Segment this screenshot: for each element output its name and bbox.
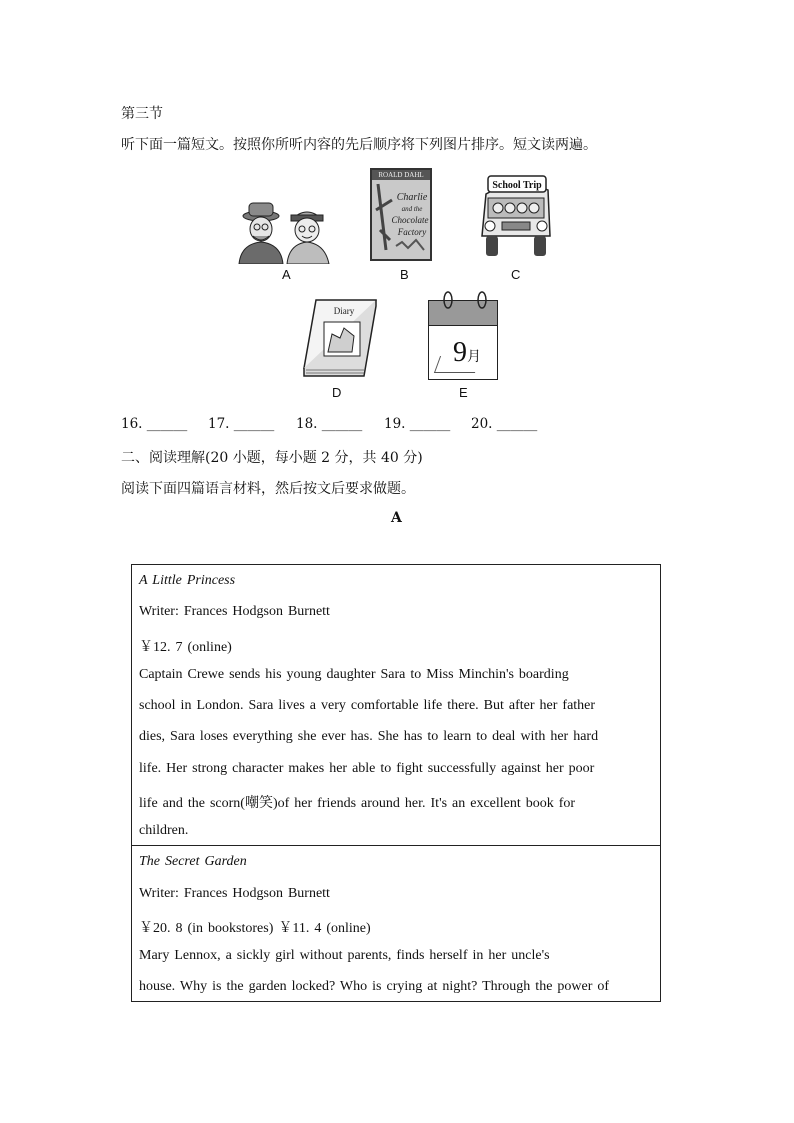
book-1-title: A Little Princess xyxy=(139,573,236,588)
part-two-title: 二、阅读理解(20 小题，每小题 2 分，共 40 分) xyxy=(121,450,423,466)
book-1-writer: Writer: Frances Hodgson Burnett xyxy=(139,604,330,619)
book-cover-title-line: Factory xyxy=(397,227,427,237)
answer-blank-18[interactable]: 18. ______ xyxy=(296,416,363,432)
section-title: 第三节 xyxy=(121,106,163,122)
book-1-text-line: children. xyxy=(139,823,189,838)
answer-blank-19[interactable]: 19. ______ xyxy=(384,416,451,432)
picture-b-label: B xyxy=(400,267,409,282)
book-2-price: ￥20. 8 (in bookstores) ￥11. 4 (online) xyxy=(139,921,371,936)
picture-b-book-cover xyxy=(370,168,432,261)
bus-sign-text: School Trip xyxy=(492,180,542,191)
book-cover-title-line: Charlie xyxy=(396,192,428,203)
diary-cover-text: Diary xyxy=(333,306,355,316)
picture-d-label: D xyxy=(332,385,342,400)
answer-blank-17[interactable]: 17. ______ xyxy=(208,416,275,432)
picture-a-label: A xyxy=(282,267,291,282)
book-cover-author: ROALD DAHL xyxy=(372,170,430,180)
picture-c-label: C xyxy=(511,267,521,282)
book-cover-illustration xyxy=(372,180,430,259)
book-cover-title-line: Chocolate xyxy=(391,215,429,225)
book-cover-title-line: and the xyxy=(401,205,423,213)
book-2-text-line: Mary Lennox, a sickly girl without parents, finds herself in her uncle's xyxy=(139,948,550,963)
picture-c-school-bus xyxy=(474,172,558,262)
answer-blank-16[interactable]: 16. ______ xyxy=(121,416,188,432)
answer-blank-20[interactable]: 20. ______ xyxy=(471,416,538,432)
calendar-day: 9 xyxy=(453,337,467,368)
book-divider xyxy=(132,845,660,846)
book-passage-box xyxy=(131,564,661,1002)
picture-e-label: E xyxy=(459,385,468,400)
part-two-instruction: 阅读下面四篇语言材料，然后按文后要求做题。 xyxy=(121,481,415,497)
picture-e-calendar xyxy=(428,300,498,380)
book-1-text-line: life and the scorn(嘲笑)of her friends around her. It's an excellent book for xyxy=(139,796,576,811)
book-2-text-line: house. Why is the garden locked? Who is crying at night? Through the power of xyxy=(139,979,610,994)
book-1-text-line: school in London. Sara lives a very comfortable life there. But after her father xyxy=(139,698,596,713)
calendar-month: 月 xyxy=(467,349,481,365)
passage-label: A xyxy=(391,510,402,526)
listening-instruction: 听下面一篇短文。按照你所听内容的先后顺序将下列图片排序。短文读两遍。 xyxy=(121,137,597,153)
book-2-writer: Writer: Frances Hodgson Burnett xyxy=(139,886,330,901)
book-2-title: The Secret Garden xyxy=(139,854,247,869)
picture-a-elderly-couple xyxy=(235,200,333,264)
calendar-rings xyxy=(440,290,490,310)
book-1-text-line: life. Her strong character makes her able to fight successfully against her poor xyxy=(139,761,595,776)
book-1-price: ￥12. 7 (online) xyxy=(139,640,232,655)
picture-d-diary xyxy=(300,296,380,380)
book-1-text-line: dies, Sara loses everything she ever has. She has to learn to deal with her hard xyxy=(139,729,599,744)
book-1-text-line: Captain Crewe sends his young daughter Sara to Miss Minchin's boarding xyxy=(139,667,569,682)
